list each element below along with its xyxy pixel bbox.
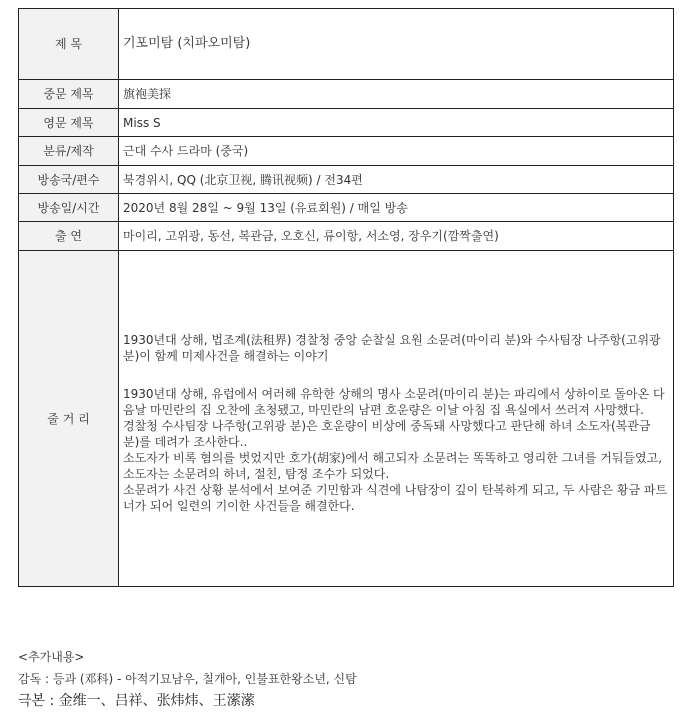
title-label: 제 목 bbox=[19, 9, 119, 80]
synopsis-label: 줄 거 리 bbox=[19, 251, 119, 587]
title-value: 기포미탐 (치파오미탐) bbox=[119, 9, 674, 80]
network-value: 북경위시, QQ (北京卫视, 腾讯视频) / 전34편 bbox=[119, 166, 674, 194]
director-line: 감독 : 등과 (邓科) - 아적기묘남우, 칠개아, 인불표한왕소년, 신탐 bbox=[18, 672, 357, 686]
extra-info bbox=[18, 646, 357, 712]
airdate-value: 2020년 8월 28일 ~ 9월 13일 (유료회원) / 매일 방송 bbox=[119, 194, 674, 222]
writers-line: 극본 : 金维一、吕祥、张炜炜、王潆潆 bbox=[18, 693, 255, 709]
cast-value: 마이리, 고위광, 동선, 복관금, 오호신, 류이항, 서소영, 장우기(깜짝출연) bbox=[119, 222, 674, 251]
drama-info-table bbox=[18, 8, 674, 587]
row-network bbox=[19, 166, 674, 194]
row-english-title bbox=[19, 109, 674, 137]
synopsis-paragraph: 소도자가 비록 혐의를 벗었지만 호가(胡家)에서 해고되자 소문려는 똑똑하고 영리한 그녀를 거둬들였고, 소도자는 소문려의 하녀, 절친, 탐정 조수가 되었다. bbox=[123, 450, 663, 481]
chinese-title-value: 旗袍美探 bbox=[119, 80, 674, 109]
row-chinese-title bbox=[19, 80, 674, 109]
synopsis-paragraph: 1930년대 상해, 유럽에서 여러해 유학한 상해의 명사 소문려(마이리 분)는 파리에서 상하이로 돌아온 다음날 마민란의 집 오찬에 초청됐고, 마민란의 남편 호운량은 이날 아침 집 욕실에서 쓰러져 사망했다. bbox=[123, 386, 665, 417]
network-label: 방송국/편수 bbox=[19, 166, 119, 194]
extra-heading: <추가내용> bbox=[18, 650, 85, 664]
cast-label: 출 연 bbox=[19, 222, 119, 251]
chinese-title-label: 중문 제목 bbox=[19, 80, 119, 109]
english-title-value: Miss S bbox=[119, 109, 674, 137]
synopsis-value bbox=[119, 251, 674, 587]
synopsis-paragraph: 경찰청 수사팀장 나주항(고위광 분)은 호운량이 비상에 중독돼 사망했다고 판단해 하녀 소도자(복관금 분)를 데려가 조사한다.. bbox=[123, 418, 651, 449]
airdate-label: 방송일/시간 bbox=[19, 194, 119, 222]
synopsis-paragraph: 1930년대 상해, 법조계(法租界) 경찰청 중앙 순찰실 요원 소문려(마이리 분)와 수사팀장 나주항(고위광 분)이 함께 미제사건을 해결하는 이야기 bbox=[123, 332, 661, 363]
row-airdate bbox=[19, 194, 674, 222]
row-title bbox=[19, 9, 674, 80]
row-synopsis bbox=[19, 251, 674, 587]
row-genre bbox=[19, 137, 674, 166]
paragraph-gap bbox=[123, 364, 669, 386]
english-title-label: 영문 제목 bbox=[19, 109, 119, 137]
genre-label: 분류/제작 bbox=[19, 137, 119, 166]
row-cast bbox=[19, 222, 674, 251]
synopsis-paragraph: 소문려가 사건 상황 분석에서 보여준 기민함과 식견에 나탐장이 깊이 탄복하게 되고, 두 사람은 황금 파트너가 되어 일련의 기이한 사건들을 해결한다. bbox=[123, 482, 668, 513]
genre-value: 근대 수사 드라마 (중국) bbox=[119, 137, 674, 166]
